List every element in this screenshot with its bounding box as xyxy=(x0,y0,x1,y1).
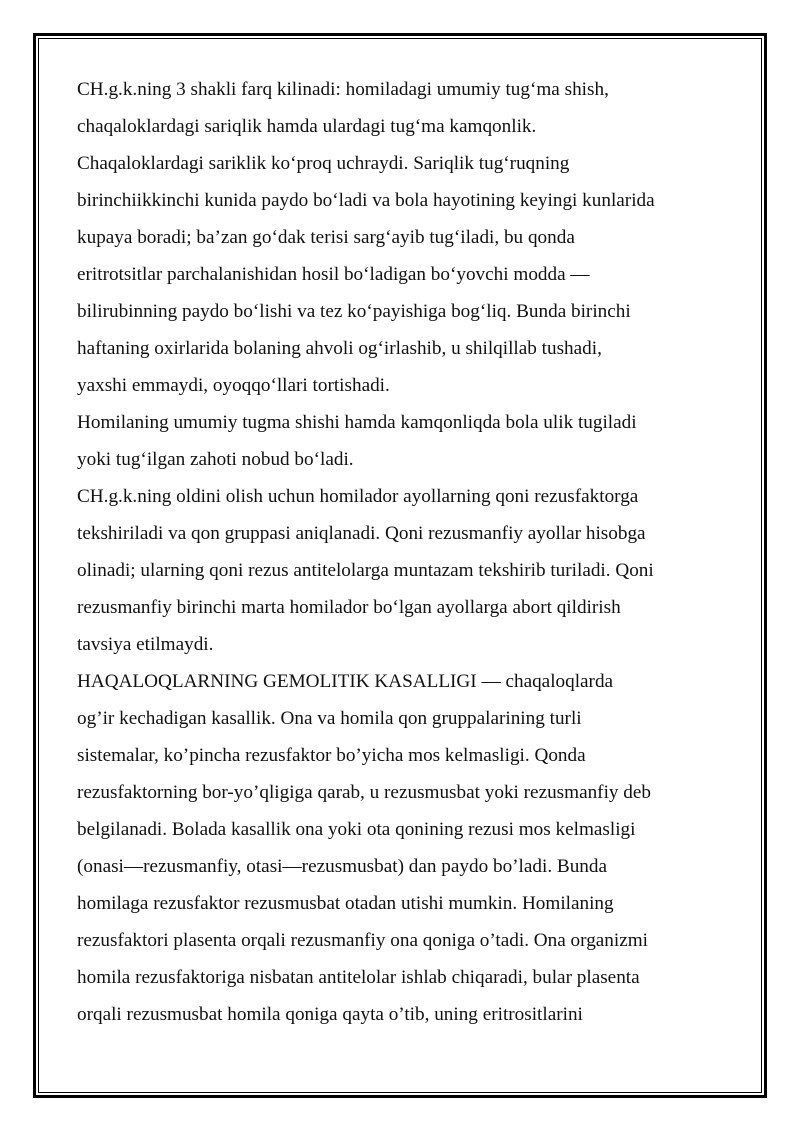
text-line: (onasi—rezusmanfiy, otasi—rezusmusbat) dan paydo bo’ladi. Bunda xyxy=(77,856,608,877)
text-line: rezusfaktorning bor-yo’qligiga qarab, u rezusmusbat yoki rezusmanfiy deb xyxy=(77,782,651,803)
document-body xyxy=(77,71,737,1033)
text-line: eritrotsitlar parchalanishidan hosil bo‘ladigan bo‘yovchi modda — xyxy=(77,264,590,285)
text-line: orqali rezusmusbat homila qoniga qayta o’tib, uning eritrositlarini xyxy=(77,1004,583,1025)
text-line: belgilanadi. Bolada kasallik ona yoki ota qonining rezusi mos kelmasligi xyxy=(77,819,636,840)
text-line: homila rezusfaktoriga nisbatan antitelolar ishlab chiqaradi, bular plasenta xyxy=(77,967,640,988)
text-line: rezusfaktori plasenta orqali rezusmanfiy ona qoniga o’tadi. Ona organizmi xyxy=(77,930,648,951)
text-line: chaqaloklardagi sariqlik hamda ulardagi tug‘ma kamqonlik. xyxy=(77,116,537,137)
text-line: Chaqaloklardagi sariklik ko‘proq uchraydi. Sariqlik tug‘ruqning xyxy=(77,153,570,174)
text-line: birinchiikkinchi kunida paydo bo‘ladi va bola hayotining keyingi kunlarida xyxy=(77,190,655,211)
text-line: Homilaning umumiy tugma shishi hamda kamqonliqda bola ulik tugiladi xyxy=(77,412,637,433)
text-line: HAQALOQLARNING GEMOLITIK KASALLIGI — chaqaloqlarda xyxy=(77,671,614,692)
text-line: tekshiriladi va qon gruppasi aniqlanadi. Qoni rezusmanfiy ayollar hisobga xyxy=(77,523,646,544)
text-line: og’ir kechadigan kasallik. Ona va homila qon gruppalarining turli xyxy=(77,708,582,729)
text-line: kupaya boradi; ba’zan go‘dak terisi sarg‘ayib tug‘iladi, bu qonda xyxy=(77,227,575,248)
text-line: olinadi; ularning qoni rezus antitelolarga muntazam tekshirib turiladi. Qoni xyxy=(77,560,654,581)
text-line: CH.g.k.ning oldini olish uchun homilador ayollarning qoni rezusfaktorga xyxy=(77,486,639,507)
text-line: rezusmanfiy birinchi marta homilador bo‘lgan ayollarga abort qildirish xyxy=(77,597,621,618)
text-line: yaxshi emmaydi, oyoqqo‘llari tortishadi. xyxy=(77,375,390,396)
text-line: yoki tug‘ilgan zahoti nobud bo‘ladi. xyxy=(77,449,354,470)
text-line: homilaga rezusfaktor rezusmusbat otadan utishi mumkin. Homilaning xyxy=(77,893,614,914)
text-line: bilirubinning paydo bo‘lishi va tez ko‘payishiga bog‘liq. Bunda birinchi xyxy=(77,301,631,322)
text-line: haftaning oxirlarida bolaning ahvoli og‘irlashib, u shilqillab tushadi, xyxy=(77,338,602,359)
text-line: tavsiya etilmaydi. xyxy=(77,634,214,655)
text-line: CH.g.k.ning 3 shakli farq kilinadi: homiladagi umumiy tug‘ma shish, xyxy=(77,79,609,100)
text-line: sistemalar, ko’pincha rezusfaktor bo’yicha mos kelmasligi. Qonda xyxy=(77,745,586,766)
